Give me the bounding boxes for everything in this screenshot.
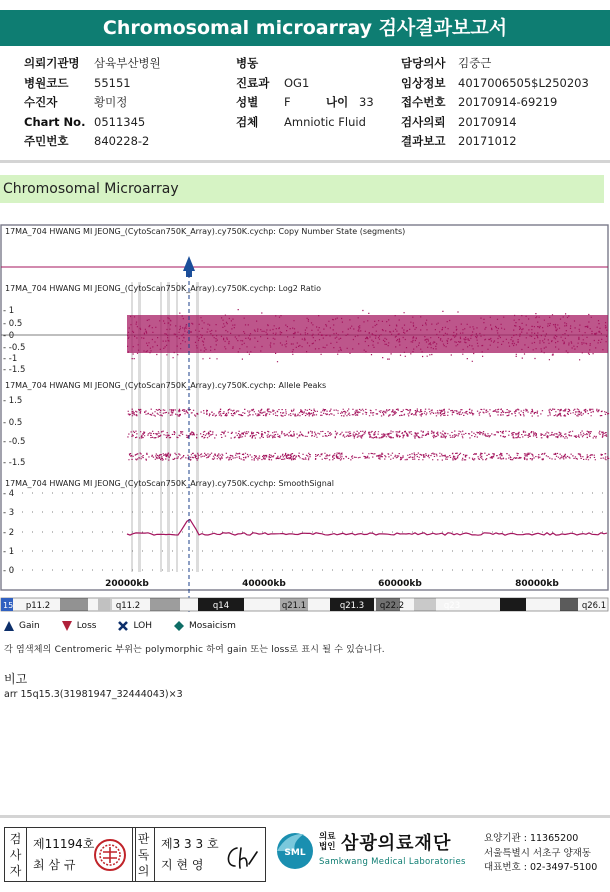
reader-role: 판독의 xyxy=(133,828,155,881)
info-column-2 xyxy=(236,54,374,132)
info-column-3 xyxy=(401,54,589,152)
x-tick-label: 20000kb xyxy=(105,579,149,589)
microarray-plot xyxy=(0,222,610,614)
band-label: q26.1 xyxy=(581,601,607,611)
info-row xyxy=(401,113,589,133)
company-address xyxy=(484,832,597,876)
info-row xyxy=(236,93,374,113)
reader-license: 제3 3 3 호 xyxy=(161,837,219,851)
report-title: Chromosomal microarray 검사결과보고서 xyxy=(0,10,610,46)
ideogram-band xyxy=(560,598,578,611)
track-title: 17MA_704 HWANG MI JEONG_(CytoScan750K_Array).cy750K.cychp: Allele Peaks xyxy=(5,381,327,390)
examiner-name: 최 삼 규 xyxy=(33,858,76,872)
signature xyxy=(223,844,261,872)
info-row xyxy=(24,132,161,152)
ideogram-band xyxy=(500,598,526,611)
band-label: q11.2 xyxy=(115,601,141,611)
info-value: 김중근 xyxy=(458,56,492,70)
centromere-band xyxy=(98,598,112,611)
chromosome-label: 15 xyxy=(3,601,14,610)
address-line: 대표번호 : 02-3497-5100 xyxy=(484,862,598,873)
logo-text: SML xyxy=(284,848,306,858)
info-value: F xyxy=(284,95,291,109)
centromere-note: 각 염색체의 Centromeric 부위는 polymorphic 하여 gain 또는 loss로 표시 될 수 있습니다. xyxy=(4,645,385,655)
y-tick-label: - 1 xyxy=(3,547,15,557)
legend xyxy=(4,621,258,631)
company-prefix-top: 의료 xyxy=(319,832,336,842)
reader-box xyxy=(132,827,266,882)
info-row xyxy=(401,54,589,74)
legend-label: Loss xyxy=(76,621,97,631)
examiner-license: 제11194호 xyxy=(33,837,95,851)
y-tick-label: - 1 xyxy=(3,306,15,316)
x-mark-icon xyxy=(118,621,128,631)
examiner-content xyxy=(27,828,100,881)
divider xyxy=(0,815,610,818)
legend-item-loh xyxy=(118,621,152,631)
y-tick-label: - 0.5 xyxy=(3,319,23,329)
info-value: 삼육부산병원 xyxy=(94,56,161,70)
age-value: 33 xyxy=(359,95,374,109)
info-label: 성별 xyxy=(236,95,259,109)
info-label: 주민번호 xyxy=(24,134,69,148)
legend-label: Gain xyxy=(19,621,40,631)
y-tick-label: - -0.5 xyxy=(3,343,26,353)
info-value: 황미정 xyxy=(94,95,128,109)
company-english-name: Samkwang Medical Laboratories xyxy=(319,857,466,867)
y-tick-label: - 0.5 xyxy=(3,418,23,428)
info-row xyxy=(24,113,161,133)
track-title: 17MA_704 HWANG MI JEONG_(CytoScan750K_Array).cy750K.cychp: SmoothSignal xyxy=(5,479,334,488)
info-label: 담당의사 xyxy=(401,56,446,70)
info-value: OG1 xyxy=(284,75,310,90)
info-value: 20170914-69219 xyxy=(458,95,558,109)
sml-logo-icon xyxy=(272,828,318,874)
ideogram-band xyxy=(414,598,436,611)
legend-label: LOH xyxy=(133,621,152,631)
info-label: 수진자 xyxy=(24,95,58,109)
x-tick-label: 60000kb xyxy=(378,579,422,589)
info-row xyxy=(236,54,374,74)
company-name: 삼광의료재단 xyxy=(341,833,452,854)
info-row xyxy=(401,74,589,94)
y-tick-label: - 0 xyxy=(3,566,15,576)
company-prefix-bottom: 법인 xyxy=(319,842,336,852)
info-value: Amniotic Fluid xyxy=(284,114,366,129)
seal-stamp xyxy=(93,838,127,872)
remark-title: 비고 xyxy=(4,672,28,686)
y-tick-label: - 1.5 xyxy=(3,396,23,406)
info-row xyxy=(236,113,374,133)
y-tick-label: - -1 xyxy=(3,354,18,364)
triangle-down-icon xyxy=(62,621,72,631)
age-label: 나이 xyxy=(326,95,349,109)
info-row xyxy=(236,74,374,94)
reader-name: 지 현 영 xyxy=(161,858,204,872)
divider xyxy=(0,160,610,163)
ideogram-band xyxy=(150,598,180,611)
y-tick-label: - -1.5 xyxy=(3,365,26,375)
info-row xyxy=(24,74,161,94)
y-tick-label: - -1.5 xyxy=(3,458,26,468)
info-row xyxy=(24,93,161,113)
info-label: 접수번호 xyxy=(401,95,446,109)
remark-text: arr 15q15.3(31981947_32444043)×3 xyxy=(4,689,183,700)
x-tick-label: 80000kb xyxy=(515,579,559,589)
info-label: 검체 xyxy=(236,114,259,129)
band-label: q21.1 xyxy=(281,601,307,611)
track-title: 17MA_704 HWANG MI JEONG_(CytoScan750K_Array).cy750K.cychp: Log2 Ratio xyxy=(5,284,321,293)
y-tick-label: - 3 xyxy=(3,508,15,518)
info-value: 55151 xyxy=(94,75,131,90)
info-label: Chart No. xyxy=(24,114,86,129)
info-value: 20171012 xyxy=(458,134,517,148)
info-row xyxy=(401,93,589,113)
band-label: q21.3 xyxy=(339,601,365,611)
info-value: 0511345 xyxy=(94,114,146,129)
info-value: 4017006505$L250203 xyxy=(458,75,589,90)
info-value: 840228-2 xyxy=(94,134,150,148)
address-line: 서울특별시 서초구 양재동 xyxy=(484,847,591,859)
legend-item-gain xyxy=(4,621,40,631)
info-label: 결과보고 xyxy=(401,134,446,148)
info-label: 의뢰기관명 xyxy=(24,56,80,70)
info-label: 진료과 xyxy=(236,75,270,90)
info-column-1 xyxy=(24,54,161,152)
band-label: q22.2 xyxy=(379,601,405,611)
info-row xyxy=(401,132,589,152)
legend-label: Mosaicism xyxy=(189,621,236,631)
legend-item-mosaicism xyxy=(174,621,236,631)
y-tick-label: - 2 xyxy=(3,528,15,538)
reader-content xyxy=(155,828,225,881)
ideogram-band xyxy=(60,598,88,611)
track-title: 17MA_704 HWANG MI JEONG_(CytoScan750K_Array).cy750K.cychp: Copy Number State (segments) xyxy=(5,227,406,236)
band-label: p11.2 xyxy=(25,601,51,611)
band-label: q23 xyxy=(443,601,461,611)
info-label: 병동 xyxy=(236,56,259,70)
section-title: Chromosomal Microarray xyxy=(0,175,604,203)
address-line: 요양기관 : 11365200 xyxy=(484,833,579,844)
y-tick-label: - 0 xyxy=(3,331,15,341)
info-row xyxy=(24,54,161,74)
examiner-role: 검사자 xyxy=(5,828,27,881)
company-prefix xyxy=(319,832,335,852)
info-value: 20170914 xyxy=(458,114,517,129)
info-label: 병원코드 xyxy=(24,75,69,90)
diamond-icon xyxy=(174,621,184,631)
x-tick-label: 40000kb xyxy=(242,579,286,589)
examiner-box xyxy=(4,827,136,882)
legend-item-loss xyxy=(62,621,97,631)
info-label: 검사의뢰 xyxy=(401,114,446,129)
y-tick-label: - 4 xyxy=(3,489,15,499)
band-label: q14 xyxy=(212,601,230,611)
y-tick-label: - -0.5 xyxy=(3,437,26,447)
info-label: 임상정보 xyxy=(401,75,446,90)
triangle-up-icon xyxy=(4,621,14,631)
